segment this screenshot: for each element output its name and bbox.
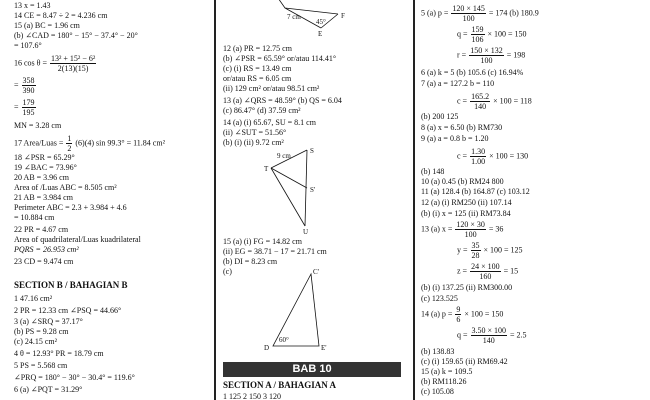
answer-line: (c) (i) RS = 13.49 cm	[223, 64, 292, 73]
triangle-figure-bottom	[253, 266, 333, 352]
column-2	[223, 0, 409, 400]
fraction: $\frac{1.30}{1.00}$	[471, 147, 486, 166]
figure-label: 9 cm	[277, 152, 291, 160]
answer-line: 6 (a) k = 5 (b) 105.6 (c) 16.94%	[421, 68, 524, 77]
fraction: $\frac{165.2}{140}$	[471, 92, 490, 111]
answer-line: (b) (i) 137.25 (ii) RM300.00	[421, 283, 513, 292]
answer-line: 15 (a) BC = 1.96 cm	[14, 21, 80, 30]
answer-line: PQRS = 26.953 cm²	[14, 245, 79, 254]
answer-line: (b) ∠CAD = 180° − 15° − 37.4° − 20°	[14, 31, 138, 40]
answer-line: or/atau RS = 6.05 cm	[223, 74, 292, 83]
answer-line: 4 θ = 12.93° PR = 18.79 cm	[14, 349, 104, 358]
fraction: $\frac{179}{195}$	[22, 98, 35, 117]
fraction-line: = $\frac{358}{390}$	[14, 76, 35, 95]
fraction: $\frac{24 \times 100}{160}$	[471, 262, 500, 281]
fraction-line: c = $\frac{165.2}{140}$ × 100 = 118	[457, 92, 532, 111]
answer-line: (b) PS = 9.28 cm	[14, 327, 69, 336]
figure-label: C'	[313, 268, 319, 276]
answer-line: 12 (a) PR = 12.75 cm	[223, 44, 292, 53]
answer-line: (b) RM118.26	[421, 377, 467, 386]
fraction: $\frac{1}{2}$	[67, 134, 72, 153]
answer-line: (ii) EG = 38.71 − 17 = 21.71 cm	[223, 247, 327, 256]
answer-line: 10 (a) 0.45 (b) RM24 800	[421, 177, 504, 186]
figure-label: D	[264, 344, 270, 352]
answer-line: 22 PR = 4.67 cm	[14, 225, 69, 234]
answer-line: 14 CE = 8.47 ÷ 2 = 4.236 cm	[14, 11, 108, 20]
section-b-heading: SECTION B / BAHAGIAN B	[14, 280, 128, 290]
answer-line: 15 (a) k = 109.5	[421, 367, 473, 376]
answer-line: (c) 24.15 cm²	[14, 337, 58, 346]
fraction-line: 14 (a) p = $\frac{9}{6}$ × 100 = 150	[421, 305, 504, 324]
fraction-line: z = $\frac{24 \times 100}{160}$ = 15	[457, 262, 519, 281]
cos-theta-line: 16 cos θ = $\frac{\text{13² + 15² − 6²}}{2(13)(15)}$	[14, 54, 96, 73]
column-3	[421, 0, 641, 400]
fraction-line: = $\frac{179}{195}$	[14, 98, 35, 117]
fraction: $\frac{150 \times 132}{100}$	[470, 46, 503, 65]
answer-line: (b) ∠PSR = 65.59° or/atau 114.41°	[223, 54, 337, 63]
column-divider	[413, 0, 415, 400]
answer-line: 1 47.16 cm²	[14, 294, 53, 303]
fraction-line: y = $\frac{35}{28}$ × 100 = 125	[457, 241, 523, 260]
answer-line: 13 x = 1.43	[14, 1, 51, 10]
answer-line: 21 AB = 3.984 cm	[14, 193, 73, 202]
figure-label: E	[318, 30, 323, 38]
answer-line: (ii) ∠SUT = 51.56°	[223, 128, 287, 137]
answer-line: 11 (a) 128.4 (b) 164.87 (c) 103.12	[421, 187, 530, 196]
figure-label: U	[303, 228, 309, 236]
answer-line: Perimeter ABC = 2.3 + 3.984 + 4.6	[14, 203, 127, 212]
answer-line: 9 (a) a = 0.8 b = 1.20	[421, 134, 489, 143]
answer-line: 6 (a) ∠PQT = 31.29°	[14, 385, 83, 394]
figure-label: 60°	[279, 336, 289, 344]
fraction: $\frac{35}{28}$	[471, 241, 480, 260]
answer-line: 7 (a) a = 127.2 b = 110	[421, 79, 495, 88]
figure-label: F	[341, 12, 345, 20]
fraction: $\frac{3.50 \times 100}{140}$	[471, 326, 507, 345]
answer-line: (b) 138.83	[421, 347, 455, 356]
fraction: $\frac{\text{13² + 15² − 6²}}{2(13)(15)}$	[51, 54, 96, 73]
answer-line: (c) 105.08	[421, 387, 454, 396]
answer-line: 12 (a) (i) RM250 (ii) 107.14	[421, 198, 512, 207]
fraction: $\frac{9}{6}$	[456, 305, 461, 324]
answer-line: 2 PR = 12.33 cm ∠PSQ = 44.66°	[14, 306, 122, 315]
figure-label: 7 cm	[287, 13, 301, 21]
chapter-banner: BAB 10	[223, 362, 401, 377]
answer-line: (b) (i) x = 125 (ii) RM73.84	[421, 209, 511, 218]
answer-line: 5 PS = 5.568 cm	[14, 361, 68, 370]
fraction-line: q = $\frac{159}{106}$ × 100 = 150	[457, 25, 527, 44]
fraction: $\frac{120 \times 30}{100}$	[456, 220, 485, 239]
fraction: $\frac{159}{106}$	[471, 25, 484, 44]
answer-line: (b) (i) (ii) 9.72 cm²	[223, 138, 284, 147]
answer-line: 3 (a) ∠SRQ = 37.17°	[14, 317, 83, 326]
section-a-heading: SECTION A / BAHAGIAN A	[223, 380, 337, 390]
area-line: 17 Area/Luas = $\frac{1}{2}$ (6)(4) sin 99.3° = 11.84 cm²	[14, 134, 165, 153]
answer-line: 18 ∠PSR = 65.29°	[14, 153, 75, 162]
answer-line: 1 125 2 150 3 120	[223, 392, 281, 400]
fraction-line: c = $\frac{1.30}{1.00}$ × 100 = 130	[457, 147, 529, 166]
answer-line: = 10.884 cm	[14, 213, 55, 222]
figure-label: E'	[321, 344, 327, 352]
answer-line: ∠PRQ = 180° − 30° − 30.4° = 119.6°	[14, 373, 135, 382]
fraction: $\frac{120 \times 145}{100}$	[452, 4, 485, 23]
answer-line: Area of quadrilateral/Luas kuadrilateral	[14, 235, 141, 244]
fraction: $\frac{358}{390}$	[22, 76, 35, 95]
fraction-line: r = $\frac{150 \times 132}{100}$ = 198	[457, 46, 526, 65]
answer-line: 19 ∠BAC = 73.96°	[14, 163, 77, 172]
figure-label: T	[264, 165, 269, 173]
triangle-figure-top	[263, 0, 343, 36]
figure-label: S'	[310, 186, 316, 194]
fraction-line: 13 (a) x = $\frac{120 \times 30}{100}$ = 36	[421, 220, 504, 239]
answer-line: (b) 200 125	[421, 112, 459, 121]
answer-line: 23 CD = 9.474 cm	[14, 257, 74, 266]
answer-line: (b) DI = 8.23 cm	[223, 257, 278, 266]
answer-line: = 107.6°	[14, 41, 42, 50]
answer-line: Area of /Luas ABC = 8.505 cm²	[14, 183, 117, 192]
figure-label: 45°	[316, 18, 326, 26]
answer-line: (c) 123.525	[421, 294, 458, 303]
figure-label: S	[310, 147, 314, 155]
answer-line: MN = 3.28 cm	[14, 121, 62, 130]
triangle-figure-middle	[263, 146, 333, 236]
answer-line: (b) 148	[421, 167, 445, 176]
fraction-line: 5 (a) p = $\frac{120 \times 145}{100}$ = 174 (b) 180.9	[421, 4, 539, 23]
column-1	[14, 0, 210, 400]
answer-line: (ii) 129 cm² or/atau 98.51 cm²	[223, 84, 320, 93]
answer-line: (c)	[223, 267, 232, 276]
column-divider	[214, 0, 216, 400]
answer-line: 13 (a) ∠QRS = 48.59° (b) QS = 6.04	[223, 96, 342, 105]
answer-line: 15 (a) (i) FG = 14.82 cm	[223, 237, 302, 246]
answer-line: (c) 86.47° (d) 37.59 cm²	[223, 106, 301, 115]
answer-line: (c) (i) 159.65 (ii) RM69.42	[421, 357, 508, 366]
answer-line: 20 AB = 3.96 cm	[14, 173, 69, 182]
answer-line: 14 (a) (i) 65.67, SU = 8.1 cm	[223, 118, 316, 127]
fraction-line: q = $\frac{3.50 \times 100}{140}$ = 2.5	[457, 326, 527, 345]
answer-line: 8 (a) x = 6.50 (b) RM730	[421, 123, 503, 132]
